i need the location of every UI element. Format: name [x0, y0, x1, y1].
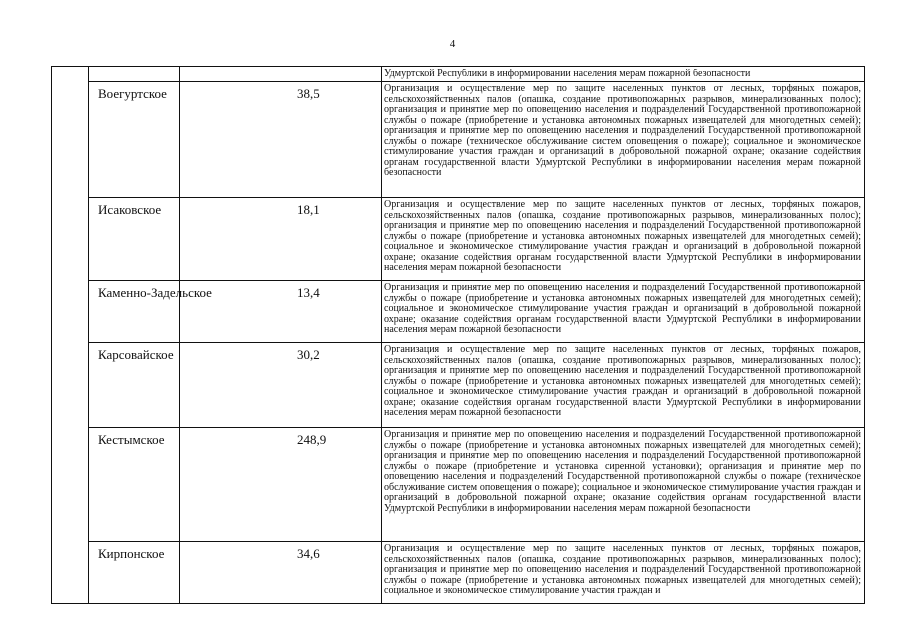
settlement-name: Воегуртское: [98, 86, 167, 101]
measures-text: Организация и осуществление мер по защите населенных пунктов от лесных, торфяных пожаров, сельскохозяйственных палов (опашка, создание противопожарных разрывов, минерализованных полос); организация и принятие мер по оповещению населения и подразделений Государственной противопожарной службы о пожаре (приобретение и установка автономных пожарных извещателей для многодетных семей); организация и принятие мер по оповещению населения и подразделений Государственной противопожарной службы о пожаре (техническое обслуживание систем оповещения о пожаре); социальное и экономическое стимулирование участия граждан и организаций в добровольной пожарной охране; оказание содействия органам государственной власти Удмуртской Республики в информировании населения мерам пожарной безопасности: [384, 84, 861, 178]
table-row: [88, 541, 864, 604]
settlement-name: Карсовайское: [98, 347, 174, 362]
table-row: [88, 427, 864, 542]
measures-text: Организация и осуществление мер по защите населенных пунктов от лесных, торфяных пожаров, сельскохозяйственных палов (опашка, создание противопожарных разрывов, минерализованных полос); организация и принятие мер по оповещению населения и подразделений Государственной противопожарной службы о пожаре (приобретение и установка автономных пожарных извещателей для многодетных семей); социальное и экономическое стимулирование участия граждан и организаций в добровольной пожарной охране; оказание содействия органам государственной власти Удмуртской Республики в информировании населения мерам пожарной безопасности: [384, 200, 861, 273]
allocation-table: [51, 66, 865, 604]
settlement-name: Исаковское: [98, 202, 162, 217]
settlement-name: Каменно-Задельское: [98, 285, 212, 300]
measures-text: Организация и осуществление мер по защите населенных пунктов от лесных, торфяных пожаров, сельскохозяйственных палов (опашка, создание противопожарных разрывов, минерализованных полос); организация и принятие мер по оповещению населения и подразделений Государственной противопожарной службы о пожаре (приобретение и установка автономных пожарных извещателей для многодетных семей); социальное и экономическое стимулирование участия граждан и: [384, 544, 861, 596]
settlement-name: Кестымское: [98, 432, 165, 447]
amount-value: 30,2: [297, 347, 320, 362]
table-row: [88, 197, 864, 281]
amount-value: 13,4: [297, 285, 320, 300]
table-row: [88, 81, 864, 198]
amount-value: 34,6: [297, 546, 320, 561]
page-number: 4: [449, 38, 456, 50]
measures-text: Организация и принятие мер по оповещению населения и подразделений Государственной противопожарной службы о пожаре (приобретение и установка автономных пожарных извещателей для многодетных семей); социальное и экономическое стимулирование участия граждан и организаций в добровольной пожарной охране; оказание содействия органам государственной власти Удмуртской Республики в информировании населения мерам пожарной безопасности: [384, 283, 861, 335]
amount-value: 38,5: [297, 86, 320, 101]
table-row: [88, 280, 864, 343]
settlement-name: Кирпонское: [98, 546, 165, 561]
table-row: [88, 342, 864, 428]
amount-value: 18,1: [297, 202, 320, 217]
measures-text: Организация и принятие мер по оповещению населения и подразделений Государственной противопожарной службы о пожаре (приобретение и установка автономных пожарных извещателей для многодетных семей); организация и принятие мер по оповещению населения и подразделений Государственной противопожарной службы о пожаре (приобретение и установка сиренной установки); организация и принятие мер по оповещению населения и подразделений Государственной противопожарной службы о пожаре (техническое обслуживание систем оповещения о пожаре); социальное и экономическое стимулирование участия граждан и организаций в добровольной пожарной охране; оказание содействия органам государственной власти Удмуртской Республики в информировании населения мерам пожарной безопасности: [384, 430, 861, 514]
measures-text: Организация и осуществление мер по защите населенных пунктов от лесных, торфяных пожаров, сельскохозяйственных палов (опашка, создание противопожарных разрывов, минерализованных полос); организация и принятие мер по оповещению населения и подразделений Государственной противопожарной службы о пожаре (приобретение и установка автономных пожарных извещателей для многодетных семей); социальное и экономическое стимулирование участия граждан и организаций в добровольной пожарной охране; оказание содействия органам государственной власти Удмуртской Республики в информировании населения мерам пожарной безопасности: [384, 345, 861, 418]
amount-value: 248,9: [297, 432, 327, 447]
table-row: [88, 67, 864, 81]
measures-text: Удмуртской Республики в информировании населения мерам пожарной безопасности: [384, 69, 751, 79]
